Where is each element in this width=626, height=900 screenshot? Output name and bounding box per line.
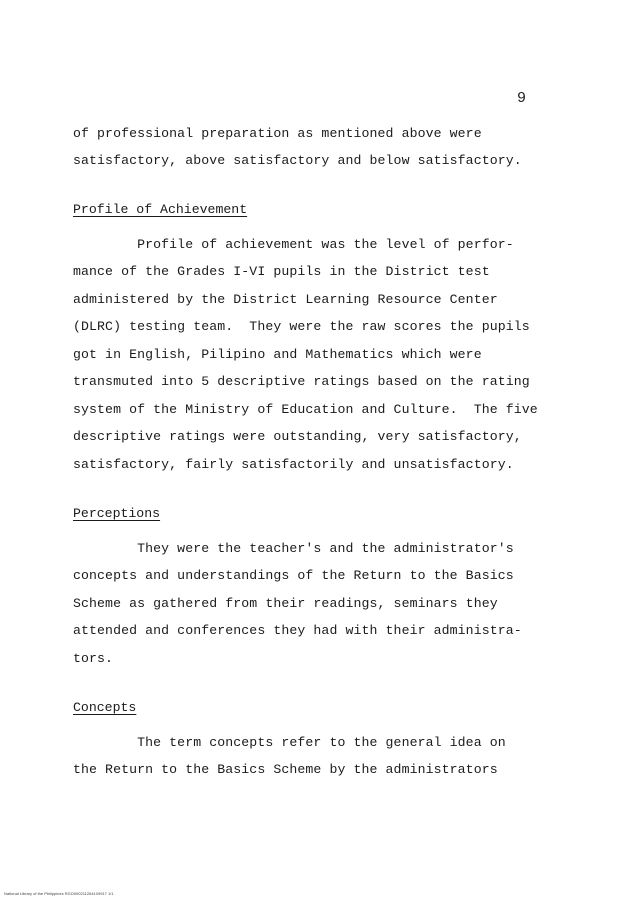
page-number: 9 [517,90,527,107]
paragraph-line: descriptive ratings were outstanding, very satisfactory, [73,429,522,444]
intro-line-2: satisfactory, above satisfactory and below satisfactory. [73,153,522,168]
paragraph-line: (DLRC) testing team. They were the raw scores the pupils [73,319,530,334]
section-heading-profile-of-achievement: Profile of Achievement [73,202,248,217]
section-heading-concepts: Concepts [73,700,137,715]
paragraph-line: Scheme as gathered from their readings, seminars they [73,596,498,611]
paragraph-line: attended and conferences they had with their administra- [73,623,522,638]
paragraph-line: transmuted into 5 descriptive ratings based on the rating [73,374,530,389]
section-heading-perceptions: Perceptions [73,506,161,521]
paragraph-line: They were the teacher's and the administrator's [73,541,514,556]
paragraph-line: satisfactory, fairly satisfactorily and unsatisfactory. [73,457,514,472]
paragraph-line: Profile of achievement was the level of perfor- [73,237,514,252]
paragraph-line: the Return to the Basics Scheme by the administrators [73,762,498,777]
paragraph-line: concepts and understandings of the Return to the Basics [73,568,514,583]
intro-line-1: of professional preparation as mentioned above were [73,126,482,141]
paragraph-line: administered by the District Learning Resource Center [73,292,498,307]
footer-stamp: National Library of the Philippines RGO000211264109917 1/1 [4,891,114,896]
paragraph-line: tors. [73,651,114,666]
paragraph-line: The term concepts refer to the general idea on [73,735,506,750]
paragraph-line: mance of the Grades I-VI pupils in the District test [73,264,490,279]
paragraph-line: got in English, Pilipino and Mathematics which were [73,347,482,362]
paragraph-line: system of the Ministry of Education and Culture. The five [73,402,538,417]
